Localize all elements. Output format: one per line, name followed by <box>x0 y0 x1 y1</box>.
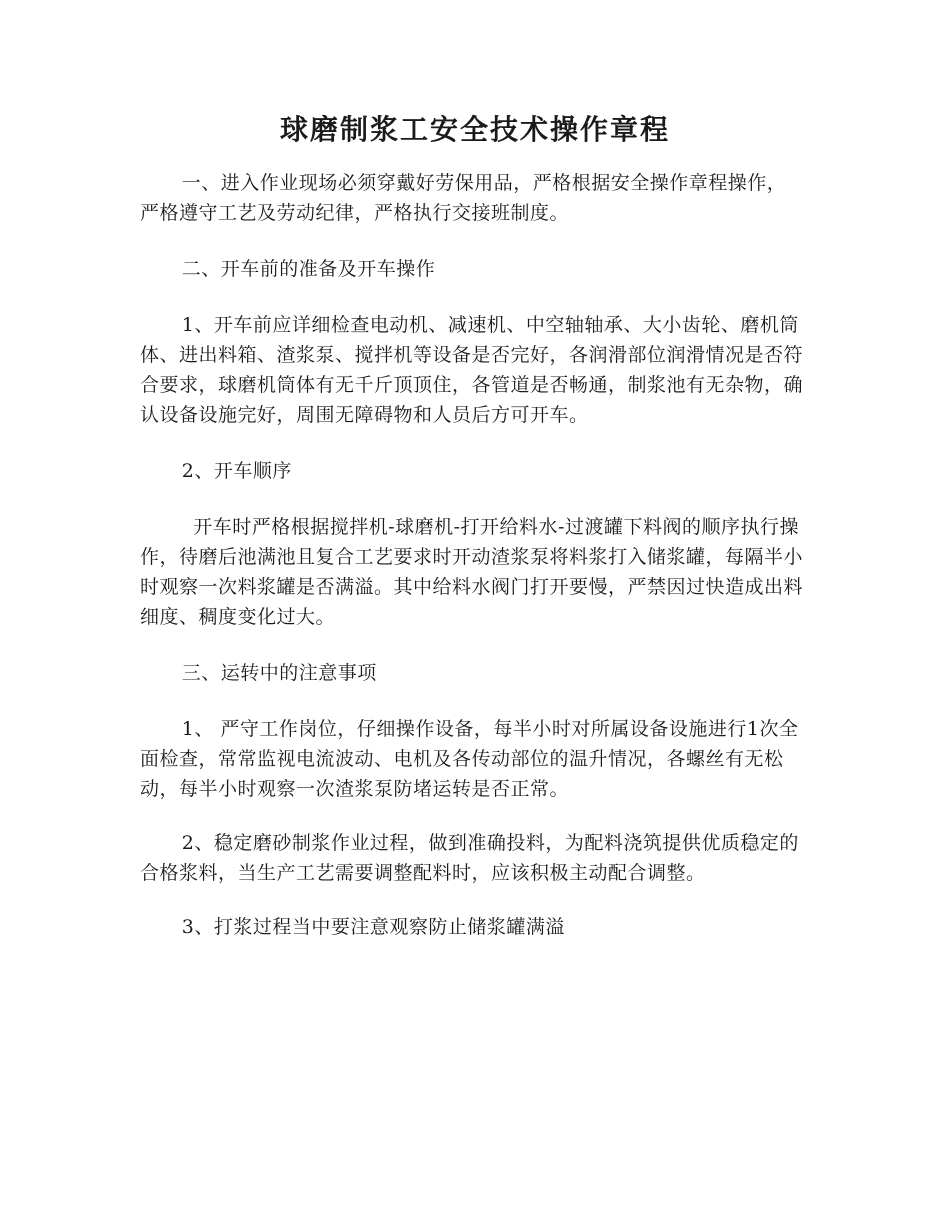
paragraph-start-order-body: 开车时严格根据搅拌机-球磨机-打开给料水-过渡罐下料阀的顺序执行操作，待磨后池满池且复合工艺要求时开动渣浆泵将料浆打入储浆罐，每隔半小时观察一次料浆罐是否满溢。其中给料水阀门打开要慢，严禁因过快造成出料细度、稠度变化过大。 <box>140 516 804 628</box>
paragraph-running-item-3: 3、打浆过程当中要注意观察防止储浆罐满溢 <box>181 916 565 938</box>
paragraph-intro: 一、进入作业现场必须穿戴好劳保用品，严格根据安全操作章程操作，严格遵守工艺及劳动纪律，严格执行交接班制度。 <box>140 172 787 224</box>
paragraph-running-item-2: 2、稳定磨砂制浆作业过程，做到准确投料，为配料浇筑提供优质稳定的合格浆料，当生产工艺需要调整配料时，应该积极主动配合调整。 <box>140 832 799 884</box>
section-heading-3: 三、运转中的注意事项 <box>181 662 377 684</box>
page-title: 球磨制浆工安全技术操作章程 <box>279 113 670 146</box>
paragraph-start-order-heading: 2、开车顺序 <box>181 460 292 482</box>
paragraph-pre-start-check: 1、开车前应详细检查电动机、减速机、中空轴轴承、大小齿轮、磨机筒体、进出料箱、渣浆泵、搅拌机等设备是否完好，各润滑部位润滑情况是否符合要求，球磨机筒体有无千斤顶顶住，各管道是否畅通，制浆池有无杂物，确认设备设施完好，周围无障碍物和人员后方可开车。 <box>140 314 804 426</box>
paragraph-running-item-1: 1、 严守工作岗位，仔细操作设备，每半小时对所属设备设施进行1次全面检查，常常监视电流波动、电机及各传动部位的温升情况，各螺丝有无松动，每半小时观察一次渣浆泵防堵运转是否正常。 <box>140 718 799 800</box>
document-body <box>140 168 805 966</box>
section-heading-2: 二、开车前的准备及开车操作 <box>181 258 436 280</box>
